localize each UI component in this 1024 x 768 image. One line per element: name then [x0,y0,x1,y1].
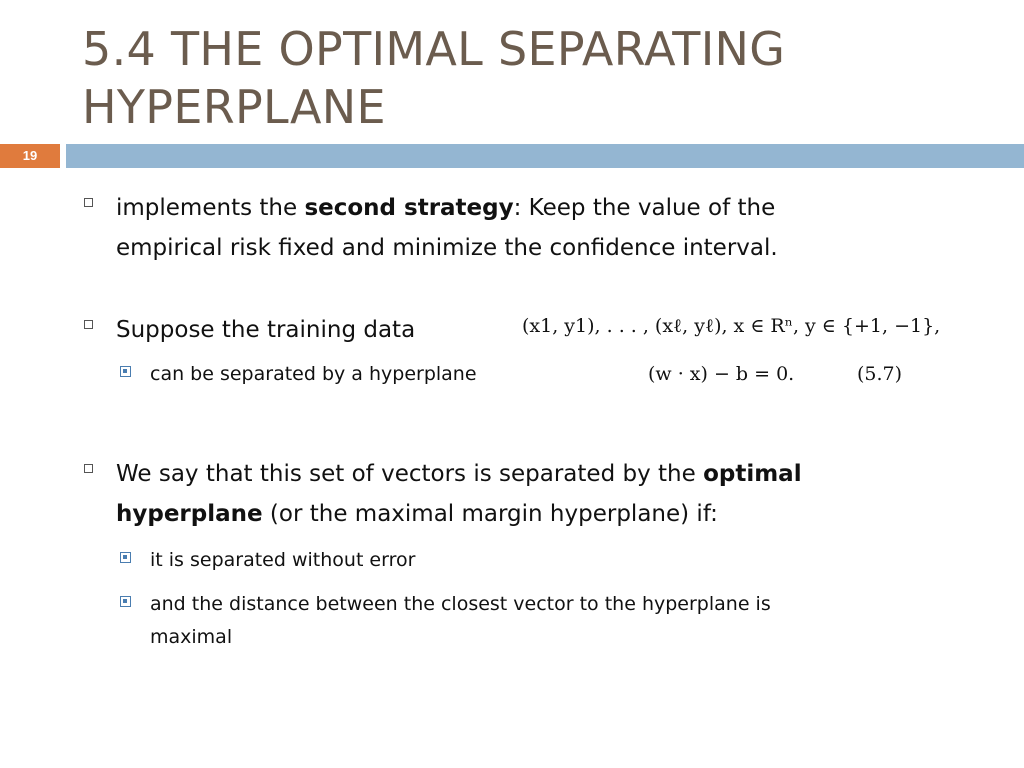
bullet-1-post: : Keep the value of the [513,195,776,221]
hollow-square-bullet-icon [84,320,93,329]
hollow-square-bullet-icon [84,464,93,473]
bullet-3-line-1 [116,454,802,494]
bullet-3-pre: We say that this set of vectors is separated by the [116,461,704,487]
sub-bullet-max-distance-line-2: maximal [150,626,233,648]
hollow-square-bullet-icon [84,198,93,207]
bullet-1-line-2: empirical risk fixed and minimize the confidence interval. [116,235,778,261]
bullet-1-pre: implements the [116,195,305,221]
bullet-3-line-2 [116,494,718,534]
sub-bullet-hyperplane-text: can be separated by a hyperplane [150,363,477,385]
bullet-1-bold: second strategy [304,195,514,221]
training-data-formula: (x1, y1), . . . , (xℓ, yℓ), x ∈ Rⁿ, y ∈ {+1, −1}, [522,315,941,337]
bullet-3-bold-1: optimal [703,461,802,487]
slide-title-line-2: HYPERPLANE [82,80,386,134]
bullet-1-line-1 [116,188,775,228]
filled-square-bullet-icon [120,596,131,607]
filled-square-bullet-icon [120,366,131,377]
slide-number: 19 [0,144,60,168]
bullet-2-text: Suppose the training data [116,317,416,343]
equation-number: (5.7) [857,363,903,385]
slide-title [82,20,982,136]
sub-bullet-max-distance-line-1: and the distance between the closest vector to the hyperplane is [150,593,771,615]
bullet-3-post: (or the maximal margin hyperplane) if: [262,501,718,527]
bullet-3-bold-2: hyperplane [116,501,263,527]
hyperplane-formula: (w · x) − b = 0. [648,363,795,385]
filled-square-bullet-icon [120,552,131,563]
slide-title-line-1: 5.4 THE OPTIMAL SEPARATING [82,22,786,76]
sub-bullet-without-error-text: it is separated without error [150,549,416,571]
title-rule-bar [66,144,1024,168]
